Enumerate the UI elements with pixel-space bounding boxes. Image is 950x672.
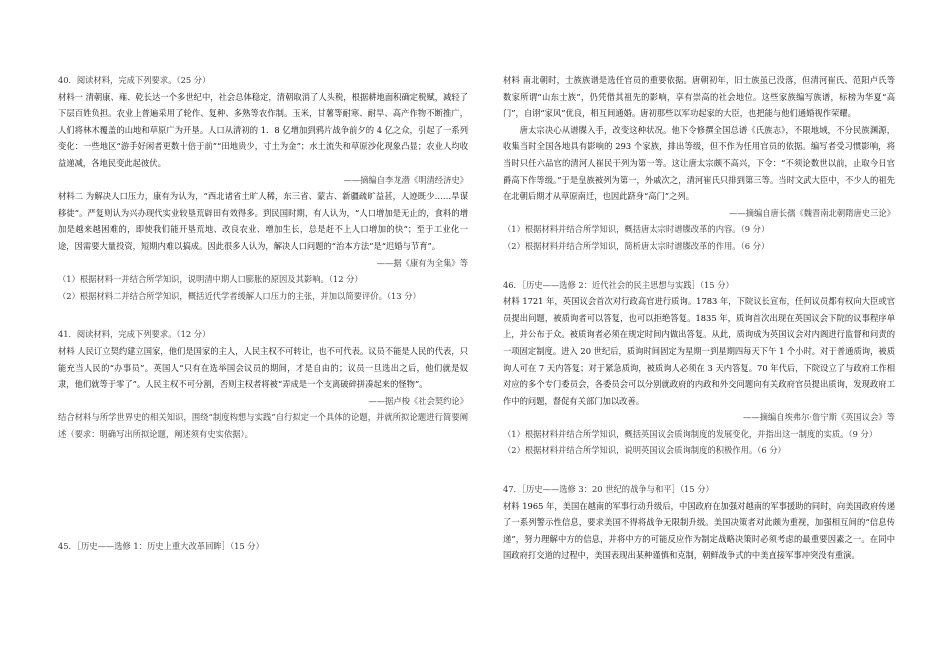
q40-requirement-1: （1）根据材料一并结合所学知识，说明清中期人口膨胀的原因及其影响。（12 分）	[58, 274, 363, 285]
right-column	[503, 72, 895, 564]
q45-material-source: ——摘编自唐长孺《魏晋南北朝隋唐史三论》	[729, 207, 895, 218]
q40-material-2: 材料二 为解决人口压力，康有为认为，“西北诸省土旷人稀，东三省、蒙古、新疆疏旷益甚，人迹既少……旱谋移徙”。严复则认为兴办现代实业较垦荒辟田有效得多。到民国时期，有人认为，“人口增加是无止的，食料的增加是越来越困难的，即使我们能开垦荒地、改良农业、增加生长，总是赶不上人口增加的快”；至于工业化一途，因需要大量投资，短期内难以搞成。因此很多人认为，解决人口问题的“治本方法”是“迟婚与节育”。	[58, 191, 468, 251]
left-column	[58, 72, 468, 555]
q46-requirement-2: （2）根据材料并结合所学知识，说明英国议会质询制度的积极作用。（6 分）	[503, 445, 786, 456]
q45-requirement-1: （1）根据材料并结合所学知识，概括唐太宗时谱牒改革的内容。（9 分）	[503, 224, 770, 235]
q46-material: 材料 1721 年，英国议会首次对行政高官进行质询。1783 年，下院议长宣布，任何议员都有权向大臣或官员提出问题，被质询者可以答复，也可以拒绝答复。1835 年，质询首次出现在英国议会下院的议事程序单上，并公布于众。被质询者必须在规定时间内做出答复。从此，质询成为英国议会对内阁进行监督和问责的一项固定制度。进入 20 世纪后，质询时间固定为星期一到星期四每天下午 1 个小时。对于普通质询，被质询人可在 7 天内答复；对于紧急质询，被质询人必须在 3 天内答复。70 年代后，下院设立了与政府工作相对应的多个专门委员会，各委员会可以分别就政府的内政和外交问题向有关政府官员提出质询，发现政府工作中的问题，督促有关部门加以改善。	[503, 296, 895, 406]
q46-material-source: ——摘编自埃弗尔·詹宁斯《英国议会》等	[743, 412, 895, 423]
q40-material-2-source: ——据《康有为全集》等	[376, 257, 468, 268]
question-46-header: 46．［历史——选修 2：近代社会的民主思想与实践］（15 分）	[503, 279, 734, 290]
q47-material: 材料 1965 年，美国在越南的军事行动升级后，中国政府在加强对越南的军事援助的同时，向美国政府传递了一系列警示性信息，要求美国不得将战争无限制升级。美国决策者对此颇为重视，加强相互间的“信息传递”，努力理解中方的信息，并将中方的可能反应作为制定战略决策时必须考虑的最重要因素之一。在同中国政府打交道的过程中，美国表现出某种谨慎和克制，朝鲜战争式的中美直接军事冲突没有重演。	[503, 500, 895, 561]
question-45-header: 45．［历史——选修 1：历史上重大改革回眸］（15 分）	[58, 541, 264, 552]
q41-material-source: ——据卢梭《社会契约论》	[368, 395, 468, 406]
q45-material-para-2: 唐太宗决心从谱牒入手，改变这种状况。他下令修撰全国总谱《氏族志》，不限地域，不分民族渊源，收集当时全国各地具有影响的 293 个家族，排出等级，但不作为任用官员的依据。编写者受习惯影响，将当时只任六品官的清河人崔民干列为第一等。这让唐太宗颇不高兴，下令：“不须论数世以前，止取今日官爵高下作等级。”于是皇族被列为第一，外戚次之，清河崔氏只排到第三等。当时文武大臣中，不少人的祖先在北朝后期才从草原南迁，也因此跻身“高门”之列。	[503, 124, 895, 202]
q40-material-1: 材料一 清朝康、雍、乾长达一个多世纪中，社会总体稳定，清朝取消了人头税，根据耕地面积确定税赋，减轻了下层百姓负担。农业上普遍采用了轮作、复种、多熟等农作制。玉米，甘薯等耐寒、耐旱、高产作物不断推广，人们将林木覆盖的山地和草原广为开垦。人口从清初的 1．8 亿增加到鸦片战争前夕的 4 亿之众，引起了一系列变化：一些地区“游手好闲者更数十倍于前”“田地贵少，寸土为金”；水土流失和草原沙化现象凸显；农业人均收益递减，各地民变此起彼伏。	[58, 91, 468, 168]
q46-requirement-1: （1）根据材料并结合所学知识，概括英国议会质询制度的发展变化，并指出这一制度的实质。（9 分）	[503, 428, 878, 439]
question-40-header: 40．阅读材料，完成下列要求。（25 分）	[58, 75, 211, 85]
question-41-header: 41．阅读材料，完成下列要求。（12 分）	[58, 329, 211, 340]
q40-requirement-2: （2）根据材料二并结合所学知识，概括近代学者缓解人口压力的主张，并加以简要评价。（13 分）	[58, 290, 421, 301]
q45-requirement-2: （2）根据材料并结合所学知识，简析唐太宗时谱牒改革的作用。（6 分）	[503, 240, 770, 251]
q40-material-1-source: ——摘编自李龙潜《明清经济史》	[343, 174, 468, 185]
q45-material-para-1: 材料 南北朝时，士族族谱是选任官员的重要依据。唐朝初年，旧士族虽已没落，但清河崔氏、范阳卢氏等数家所谓“山东士族”，仍凭借其祖先的影响，享有崇高的社会地位。这些家族编写族谱，标榜为华夏“高门”，自诩“家风”优良，相互间通婚。唐初那些以军功起家的大臣，也把能与他们通婚视作荣耀。	[503, 75, 895, 119]
q41-requirement: 结合材料与所学世界史的相关知识，围绕“制度构想与实践”自行拟定一个具体的论题，并就所拟论题进行简要阐述（要求：明确写出所拟论题，阐述须有史实依据）。	[58, 412, 468, 439]
question-47-header: 47．［历史——选修 3：20 世纪的战争与和平］（15 分）	[503, 484, 714, 495]
q41-material: 材料 人民订立契约建立国家，他们是国家的主人，人民主权不可转让，也不可代表。议员不能是人民的代表，只能充当人民的“办事员”。英国人“只有在选举国会议员的期间，才是自由的；议员一旦选出之后，他们就是奴隶，他们就等于零了”。人民主权不可分割，否则主权者将被“弄成是一个支离破碎拼凑起来的怪物”。	[58, 345, 468, 390]
